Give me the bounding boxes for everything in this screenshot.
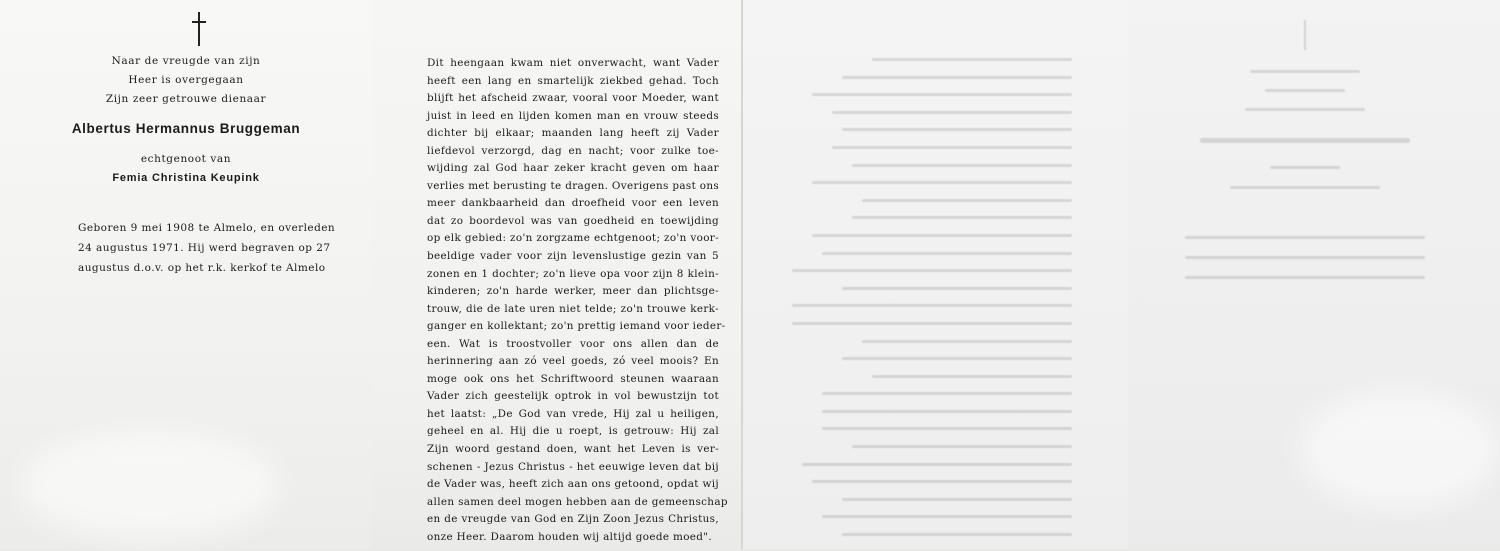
ghost-line bbox=[822, 410, 1072, 413]
memorial-text-line: ganger en kollektant; zo'n prettig iemand voor ieder- bbox=[427, 320, 726, 333]
memorial-text-line: heeft een lang en smartelijk ziekbed gehad. Toch bbox=[427, 74, 719, 87]
ghost-line bbox=[862, 199, 1072, 202]
memorial-text-line: de Vader was, heeft zich aan ons getoond, opdat wij bbox=[427, 478, 719, 491]
ghost-line bbox=[792, 322, 1072, 325]
memorial-text-line: dat zo boordevol was van goedheid en toewijding bbox=[427, 214, 719, 227]
bio-line: Geboren 9 mei 1908 te Almelo, en overleden bbox=[78, 222, 336, 234]
ghost-line bbox=[822, 392, 1072, 395]
memorial-text-line: Dit heengaan kwam niet onverwacht, want Vader bbox=[427, 57, 719, 69]
ghost-line bbox=[842, 533, 1072, 536]
ghost-line bbox=[832, 146, 1072, 149]
memorial-text-line: allen samen deel mogen hebben aan de gemeenschap bbox=[427, 495, 728, 508]
ghost-line bbox=[812, 181, 1072, 184]
memorial-text-line: en de vreugde van God en Zijn Zoon Jezus Christus, bbox=[427, 513, 719, 526]
ghost-line bbox=[852, 216, 1072, 219]
intro-line-3: Zijn zeer getrouwe dienaar bbox=[105, 93, 267, 105]
ghost-line bbox=[812, 93, 1072, 96]
ghost-line bbox=[822, 427, 1072, 430]
ghost-line bbox=[842, 128, 1072, 131]
intro-line-1: Naar de vreugde van zijn bbox=[111, 55, 261, 67]
cross-icon bbox=[192, 12, 206, 46]
memorial-text-line: Zijn woord gestand doen, want het Leven is ver- bbox=[427, 443, 719, 456]
ghost-line bbox=[792, 269, 1072, 272]
memorial-text-line: Vader zich geestelijk optrok in vol bewustzijn tot bbox=[427, 390, 719, 403]
memorial-text-line: kinderen; zo'n harde werker, meer dan plichtsge- bbox=[427, 285, 719, 298]
ghost-line bbox=[852, 164, 1072, 167]
ghost-line bbox=[812, 234, 1072, 237]
ghost-line bbox=[822, 252, 1072, 255]
memorial-text-line: een. Wat is troostvoller voor ons allen dan de bbox=[427, 337, 719, 350]
memorial-text-line: op elk gebied: zo'n zorgzame echtgenoot; zo'n voor- bbox=[427, 232, 719, 245]
memorial-text bbox=[427, 55, 728, 546]
memorial-text-line: het laatst: „De God van vrede, Hij zal u heiligen, bbox=[427, 407, 719, 420]
ghost-line bbox=[822, 515, 1072, 518]
memorial-text-line: geheel en al. Hij die u roept, is getrouw: Hij zal bbox=[427, 425, 719, 438]
ghost-line bbox=[802, 463, 1072, 466]
memorial-text-line: dichter bij elkaar; maanden lang heeft zij Vader bbox=[427, 127, 719, 140]
ghost-line bbox=[862, 340, 1072, 343]
memorial-text-line: liefdevol verzorgd, dag en nacht; voor zulke toe- bbox=[427, 144, 719, 157]
memorial-text-line: zonen en 1 dochter; zo'n lieve opa voor zijn 8 klein- bbox=[427, 267, 719, 280]
ghost-line bbox=[842, 498, 1072, 501]
bio-line: 24 augustus 1971. Hij werd begraven op 27 bbox=[78, 242, 331, 254]
bio-line: augustus d.o.v. op het r.k. kerkof te Almelo bbox=[78, 262, 326, 274]
bio-paragraph bbox=[78, 218, 336, 278]
memorial-text-line: trouw, die de late uren niet telde; zo'n trouwe kerk- bbox=[427, 302, 719, 315]
memorial-text-line: herinnering aan zó veel goeds, zó veel moois? En bbox=[427, 355, 719, 368]
ghost-line bbox=[812, 480, 1072, 483]
memorial-text-line: wijding zal God haar zeker kracht geven om haar bbox=[427, 162, 719, 175]
ghost-line bbox=[852, 445, 1072, 448]
page-divider bbox=[741, 0, 743, 549]
intro-line-2: Heer is overgegaan bbox=[128, 74, 244, 86]
paper-smudge bbox=[1300, 390, 1500, 510]
memorial-text-line: beeldige vader voor zijn levenslustige gezin van 5 bbox=[427, 250, 719, 263]
memorial-text-line: verlies met berusting te dragen. Overigens past ons bbox=[427, 179, 720, 192]
ghost-line bbox=[872, 58, 1072, 61]
memorial-text-line: blijft het afscheid zwaar, vooral voor Moeder, want bbox=[427, 92, 719, 105]
memorial-text-line: juist in leed en lijden komen man en vrouw steeds bbox=[427, 109, 719, 122]
spouse-label: echtgenoot van bbox=[140, 153, 232, 165]
ghost-line bbox=[792, 304, 1072, 307]
spouse-name: Femia Christina Keupink bbox=[112, 172, 260, 184]
paper-smudge bbox=[20, 430, 280, 540]
ghost-line bbox=[842, 357, 1072, 360]
ghost-line bbox=[842, 76, 1072, 79]
ghost-line bbox=[832, 111, 1072, 114]
memorial-text-line: meer dankbaarheid dan droefheid voor een leven bbox=[427, 197, 719, 210]
memorial-text-line: schenen - Jezus Christus - het eeuwige leven dat bij bbox=[427, 460, 719, 473]
ghost-line bbox=[872, 375, 1072, 378]
memorial-text-line: onze Heer. Daarom houden wij altijd goede moed". bbox=[427, 530, 713, 543]
memorial-text-line: moge ook ons het Schriftwoord steunen waaraan bbox=[427, 372, 719, 385]
ghost-line bbox=[842, 287, 1072, 290]
deceased-name: Albertus Hermannus Bruggeman bbox=[71, 121, 301, 136]
